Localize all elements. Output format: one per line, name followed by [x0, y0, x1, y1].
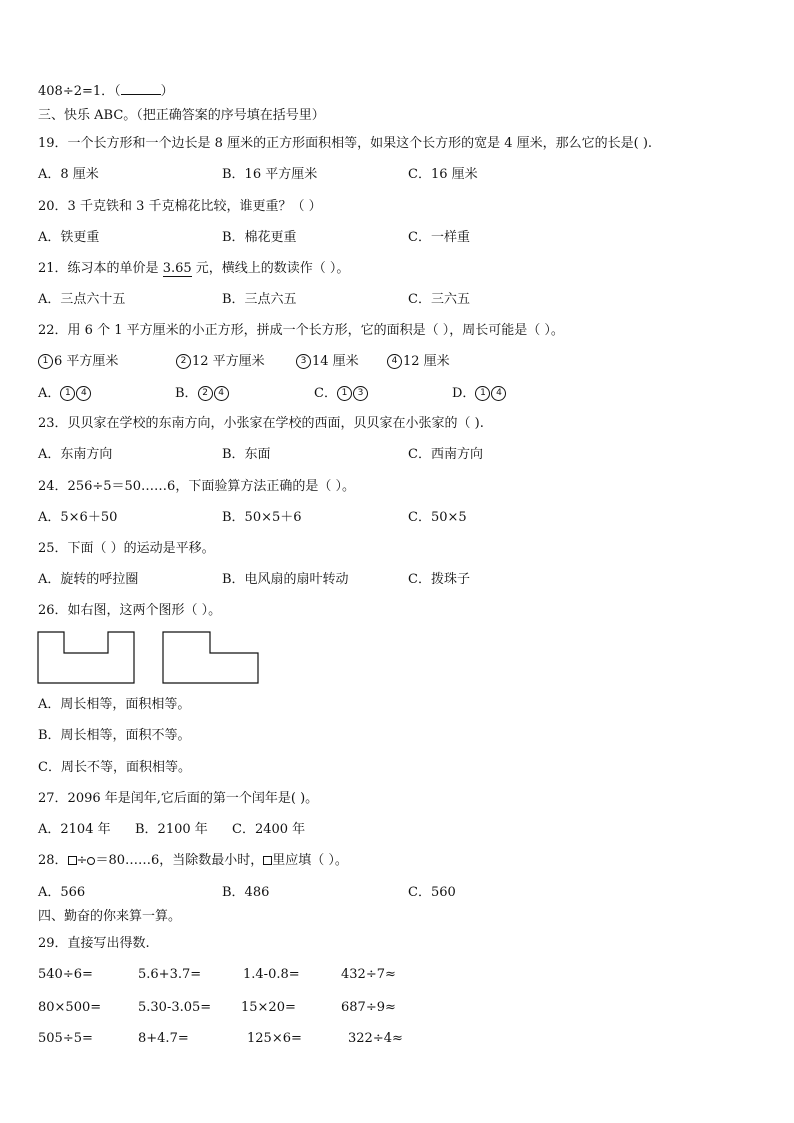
q20-option-c[interactable]: C．一样重	[408, 230, 470, 245]
circled-number-icon: 4	[491, 386, 506, 401]
circled-number-icon: 1	[475, 386, 490, 401]
section-3-title: 三、快乐 ABC。（把正确答案的序号填在括号里）	[38, 108, 325, 123]
circled-number-icon: 1	[60, 386, 75, 401]
calc-item: 125×6=	[247, 1031, 302, 1046]
calc-item: 432÷7≈	[341, 967, 396, 982]
q27-stem: 27．2096 年是闰年,它后面的第一个闰年是( )。	[38, 791, 319, 806]
q28-option-b[interactable]: B．486	[222, 885, 270, 900]
circled-number-icon: 4	[387, 354, 402, 369]
circled-number-icon: 2	[176, 354, 191, 369]
calc-item: 8+4.7=	[138, 1031, 189, 1046]
q18-text: 408÷2=1．（	[38, 84, 121, 99]
q25-option-b[interactable]: B．电风扇的扇叶转动	[222, 572, 349, 587]
q24-option-c[interactable]: C．50×5	[408, 510, 467, 525]
underlined-number: 3.65	[162, 261, 192, 276]
circled-number-icon: 3	[353, 386, 368, 401]
section-4-title: 四、勤奋的你来算一算。	[38, 909, 182, 924]
calc-item: 505÷5=	[38, 1031, 93, 1046]
q27-option-b[interactable]: B．2100 年	[135, 822, 208, 837]
q21-option-c[interactable]: C．三六五	[408, 292, 470, 307]
q25-stem: 25．下面（ ）的运动是平移。	[38, 541, 215, 556]
q27-option-a[interactable]: A．2104 年	[38, 822, 111, 837]
answer-blank[interactable]	[121, 80, 161, 95]
q22-choice-1: 1 6 平方厘米	[38, 353, 118, 371]
q27-option-c[interactable]: C．2400 年	[232, 822, 306, 837]
circled-number-icon: 3	[296, 354, 311, 369]
q23-stem: 23．贝贝家在学校的东南方向，小张家在学校的西面，贝贝家在小张家的（ ).	[38, 416, 484, 431]
calc-item: 15×20=	[241, 1000, 296, 1015]
q26-option-b[interactable]: B．周长相等，面积不等。	[38, 728, 191, 743]
q28-option-a[interactable]: A．566	[38, 885, 86, 900]
q26-option-c[interactable]: C．周长不等，面积相等。	[38, 760, 191, 775]
q21-stem: 21．练习本的单价是 3.65 元，横线上的数读作（ ）。	[38, 261, 350, 276]
q21-option-b[interactable]: B．三点六五	[222, 292, 297, 307]
q22-choice-4: 4 12 厘米	[387, 353, 450, 371]
q24-stem: 24．256÷5＝50……6，下面验算方法正确的是（ ）。	[38, 479, 355, 494]
circled-number-icon: 4	[214, 386, 229, 401]
shape-left	[38, 632, 134, 683]
q22-option-c[interactable]: C． 1 3	[314, 385, 369, 403]
calc-item: 5.6+3.7=	[138, 967, 202, 982]
two-shapes-figure	[36, 629, 266, 687]
q21-option-a[interactable]: A．三点六十五	[38, 292, 126, 307]
circled-number-icon: 4	[76, 386, 91, 401]
q24-option-a[interactable]: A．5×6＋50	[38, 510, 118, 525]
q28-stem: 28． ÷ ＝80……6，当除数最小时， 里应填（ ）。	[38, 853, 348, 868]
calc-item: 80×500=	[38, 1000, 102, 1015]
q22-choice-2: 2 12 平方厘米	[176, 353, 265, 371]
shape-right	[163, 632, 258, 683]
q26-stem: 26．如右图，这两个图形（ ）。	[38, 603, 222, 618]
q19-option-a[interactable]: A．8 厘米	[38, 167, 99, 182]
q19-stem: 19．一个长方形和一个边长是 8 厘米的正方形面积相等，如果这个长方形的宽是 4 厘米，那么它的长是( ).	[38, 136, 653, 151]
q28-option-c[interactable]: C．560	[408, 885, 456, 900]
calc-item: 540÷6=	[38, 967, 93, 982]
q20-option-b[interactable]: B．棉花更重	[222, 230, 297, 245]
q22-choice-3: 3 14 厘米	[296, 353, 359, 371]
square-box-icon	[68, 856, 77, 865]
q18: 408÷2=1．（ ）	[38, 80, 174, 101]
q23-option-b[interactable]: B．东面	[222, 447, 271, 462]
calc-item: 687÷9≈	[341, 1000, 396, 1015]
circled-number-icon: 2	[198, 386, 213, 401]
circled-number-icon: 1	[337, 386, 352, 401]
calc-item: 5.30-3.05=	[138, 1000, 212, 1015]
q23-option-a[interactable]: A．东南方向	[38, 447, 113, 462]
q22-option-a[interactable]: A． 1 4	[38, 385, 92, 403]
q25-option-c[interactable]: C．拨珠子	[408, 572, 470, 587]
q26-option-a[interactable]: A．周长相等，面积相等。	[38, 697, 191, 712]
q22-option-b[interactable]: B． 2 4	[175, 385, 230, 403]
q22-stem: 22．用 6 个 1 平方厘米的小正方形，拼成一个长方形，它的面积是（ ），周长可能是（ ）。	[38, 323, 564, 338]
q23-option-c[interactable]: C．西南方向	[408, 447, 483, 462]
q20-option-a[interactable]: A．铁更重	[38, 230, 100, 245]
q22-option-d[interactable]: D． 1 4	[452, 385, 507, 403]
q19-option-b[interactable]: B．16 平方厘米	[222, 167, 318, 182]
q19-option-c[interactable]: C．16 厘米	[408, 167, 478, 182]
q25-option-a[interactable]: A．旋转的呼拉圈	[38, 572, 139, 587]
calc-item: 1.4-0.8=	[243, 967, 300, 982]
calc-item: 322÷4≈	[348, 1031, 403, 1046]
q24-option-b[interactable]: B．50×5＋6	[222, 510, 302, 525]
q20-stem: 20．3 千克铁和 3 千克棉花比较，谁更重？（ ）	[38, 199, 322, 214]
q29-stem: 29．直接写出得数.	[38, 936, 150, 951]
circled-number-icon: 1	[38, 354, 53, 369]
square-box-icon	[263, 856, 272, 865]
